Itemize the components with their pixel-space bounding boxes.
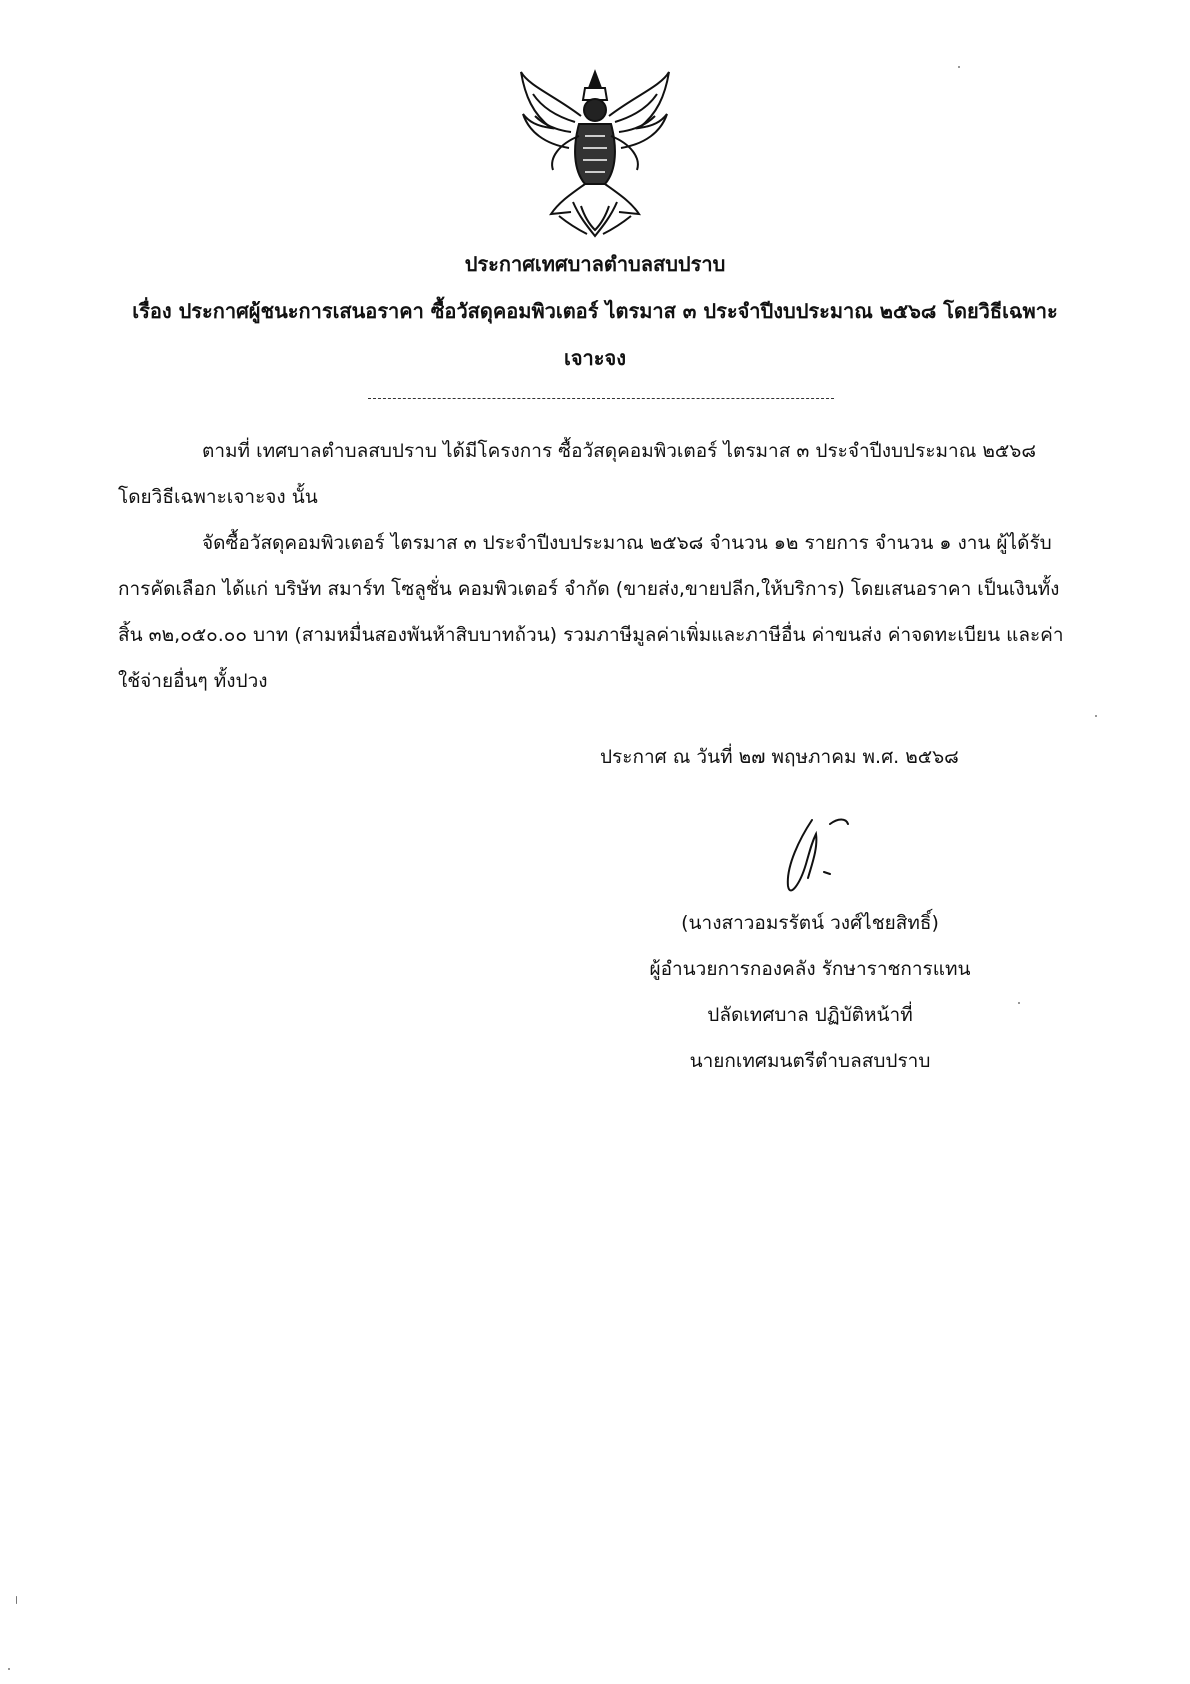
subject-line-1: เรื่อง ประกาศผู้ชนะการเสนอราคา ซื้อวัสดุคอมพิวเตอร์ ไตรมาส ๓ ประจำปีงบประมาณ ๒๕๖๘ โดยวิธีเฉพาะ — [132, 299, 1058, 323]
signatory-name: (นางสาวอมรรัตน์ วงศ์ไชยสิทธิ์) — [681, 912, 939, 934]
signatory-position-2: ปลัดเทศบาล ปฏิบัติหน้าที่ — [707, 1004, 913, 1026]
announcement-date: ประกาศ ณ วันที่ ๒๗ พฤษภาคม พ.ศ. ๒๕๖๘ — [600, 746, 959, 768]
signatory-position-1: ผู้อำนวยการกองคลัง รักษาราชการแทน — [649, 958, 971, 980]
body-paragraph-1: ตามที่ เทศบาลตำบลสบปราบ ได้มีโครงการ ซื้อวัสดุคอมพิวเตอร์ ไตรมาส ๓ ประจำปีงบประมาณ ๒๕๖๘ โดยวิธีเฉพาะเจาะจง นั้น — [118, 440, 1037, 508]
scan-speck — [1018, 1002, 1020, 1004]
dashed-divider — [368, 398, 834, 399]
signatory-position-3: นายกเทศมนตรีตำบลสบปราบ — [689, 1050, 931, 1072]
scan-speck — [8, 1668, 10, 1670]
scan-speck — [958, 66, 960, 68]
scan-speck — [1095, 715, 1097, 717]
garuda-emblem-icon — [515, 66, 675, 242]
signatory-block — [620, 900, 1000, 1084]
subject-line-2: เจาะจง — [563, 346, 626, 370]
scan-speck — [16, 1596, 17, 1604]
handwritten-signature — [772, 812, 852, 902]
announcement-title: ประกาศเทศบาลตำบลสบปราบ — [464, 252, 726, 276]
body-paragraph-2: จัดซื้อวัสดุคอมพิวเตอร์ ไตรมาส ๓ ประจำปีงบประมาณ ๒๕๖๘ จำนวน ๑๒ รายการ จำนวน ๑ งาน ผู้ได้รับการคัดเลือก ได้แก่ บริษัท สมาร์ท โซลูชั่น คอมพิวเตอร์ จำกัด (ขายส่ง,ขายปลีก,ให้บริการ) โดยเสนอราคา เป็นเงินทั้งสิ้น ๓๒,๐๕๐.๐๐ บาท (สามหมื่นสองพันห้าสิบบาทถ้วน) รวมภาษีมูลค่าเพิ่มและภาษีอื่น ค่าขนส่ง ค่าจดทะเบียน และค่าใช้จ่ายอื่นๆ ทั้งปวง — [118, 532, 1064, 692]
